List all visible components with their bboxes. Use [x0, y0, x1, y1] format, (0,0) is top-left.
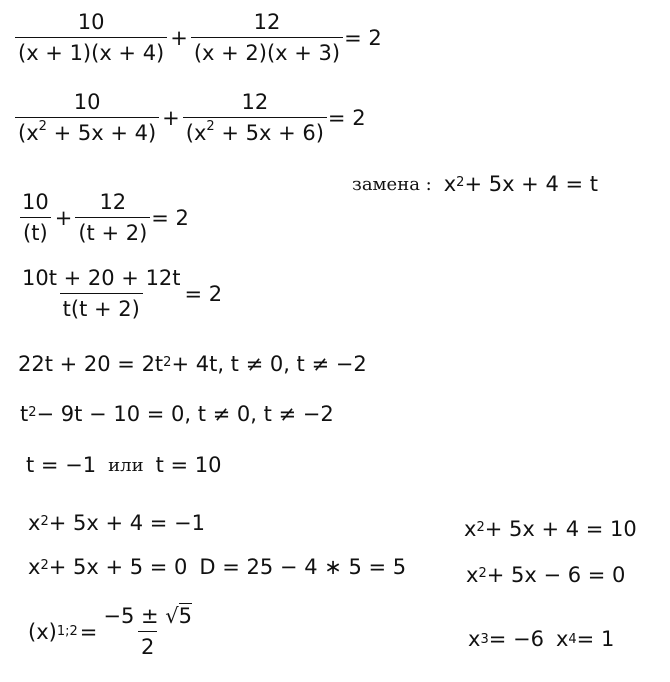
denominator: (t + 2)	[75, 217, 150, 245]
equation-line-6	[20, 402, 334, 426]
expr-post: − 9t − 10 = 0, t ≠ 0, t ≠ −2	[36, 402, 334, 426]
root-2: t = 10	[155, 453, 222, 477]
substitution-expr-var: x	[443, 172, 457, 196]
numerator: 10	[22, 190, 49, 214]
expr-post: + 5x + 4 = −1	[48, 511, 205, 535]
substitution-line	[352, 172, 598, 196]
equation-line-1	[14, 10, 382, 65]
equation-line-9	[28, 555, 406, 579]
numerator: 12	[253, 10, 281, 34]
numerator: 10t + 20 + 12t	[22, 266, 181, 290]
plus-sign: +	[170, 25, 188, 50]
roots-lhs: (x)	[28, 619, 57, 644]
equals-sign: =	[79, 619, 98, 644]
x4-var: x	[555, 627, 569, 651]
substitution-label: замена :	[352, 173, 432, 195]
right-equation-1	[464, 517, 637, 541]
x4-sub: 4	[568, 631, 577, 647]
fraction-1	[19, 190, 52, 245]
numerator: 10	[73, 90, 101, 114]
expr-post: + 5x + 5 = 0	[48, 555, 188, 579]
fraction-1	[15, 90, 159, 145]
exponent: 2	[456, 174, 465, 190]
rhs: = 2	[344, 25, 382, 50]
denominator: (t)	[20, 217, 51, 245]
exponent: 2	[478, 565, 487, 581]
denominator: 2	[138, 631, 157, 659]
denominator: t(t + 2)	[60, 293, 143, 321]
rhs: = 2	[151, 205, 189, 230]
roots-fraction	[100, 604, 195, 659]
equation-line-10	[28, 604, 196, 659]
fraction-2	[183, 90, 327, 145]
denominator: (x + 2)(x + 3)	[191, 37, 343, 65]
expr-pre: x	[466, 563, 479, 587]
exponent: 2	[476, 519, 485, 535]
exponent: 2	[40, 513, 49, 529]
rhs: = 2	[184, 281, 223, 306]
or-word: или	[108, 454, 144, 476]
right-equation-2	[466, 563, 625, 587]
exponent: 2	[163, 354, 172, 370]
expr-post: + 5x + 4 = 10	[484, 517, 637, 541]
x3-sub: 3	[480, 631, 489, 647]
discriminant: D = 25 − 4 ∗ 5 = 5	[199, 555, 407, 579]
numerator: 12	[241, 90, 269, 114]
plus-sign: +	[54, 205, 73, 230]
x4-value: = 1	[576, 627, 615, 651]
rhs: = 2	[327, 105, 366, 130]
denominator: $(x^2 + 5x + 4)$	[15, 117, 159, 145]
numerator: 12	[99, 190, 127, 214]
numerator: −5 ± √5	[103, 604, 193, 628]
equation-line-2	[14, 90, 366, 145]
right-roots	[468, 627, 614, 651]
equation-line-3	[18, 190, 189, 245]
expr-post: + 5x − 6 = 0	[486, 563, 626, 587]
roots-subscript: 1;2	[56, 624, 78, 639]
fraction-1	[15, 10, 167, 65]
fraction-2	[191, 10, 343, 65]
x3-value: = −6	[488, 627, 544, 651]
denominator: (x + 1)(x + 4)	[15, 37, 167, 65]
equation-line-7	[26, 453, 221, 477]
equation-line-8	[28, 511, 205, 535]
expr-pre: x	[28, 555, 41, 579]
substitution-expr: + 5x + 4 = t	[464, 172, 598, 196]
fraction-2	[75, 190, 150, 245]
expr-pre: 22t + 20 = 2t	[18, 352, 164, 376]
expr-post: + 4t, t ≠ 0, t ≠ −2	[171, 352, 367, 376]
fraction	[19, 266, 184, 321]
root-1: t = −1	[26, 453, 97, 477]
expr-pre: x	[464, 517, 477, 541]
plus-sign: +	[162, 105, 180, 130]
expr-pre: t	[20, 402, 29, 426]
sqrt-icon: √	[165, 604, 179, 628]
exponent: 2	[28, 404, 37, 420]
equation-line-5	[18, 352, 367, 376]
exponent: 2	[40, 557, 49, 573]
numerator: 10	[77, 10, 105, 34]
equation-line-4	[18, 266, 222, 321]
denominator: $(x^2 + 5x + 6)$	[183, 117, 327, 145]
expr-pre: x	[28, 511, 41, 535]
x3-var: x	[468, 627, 481, 651]
